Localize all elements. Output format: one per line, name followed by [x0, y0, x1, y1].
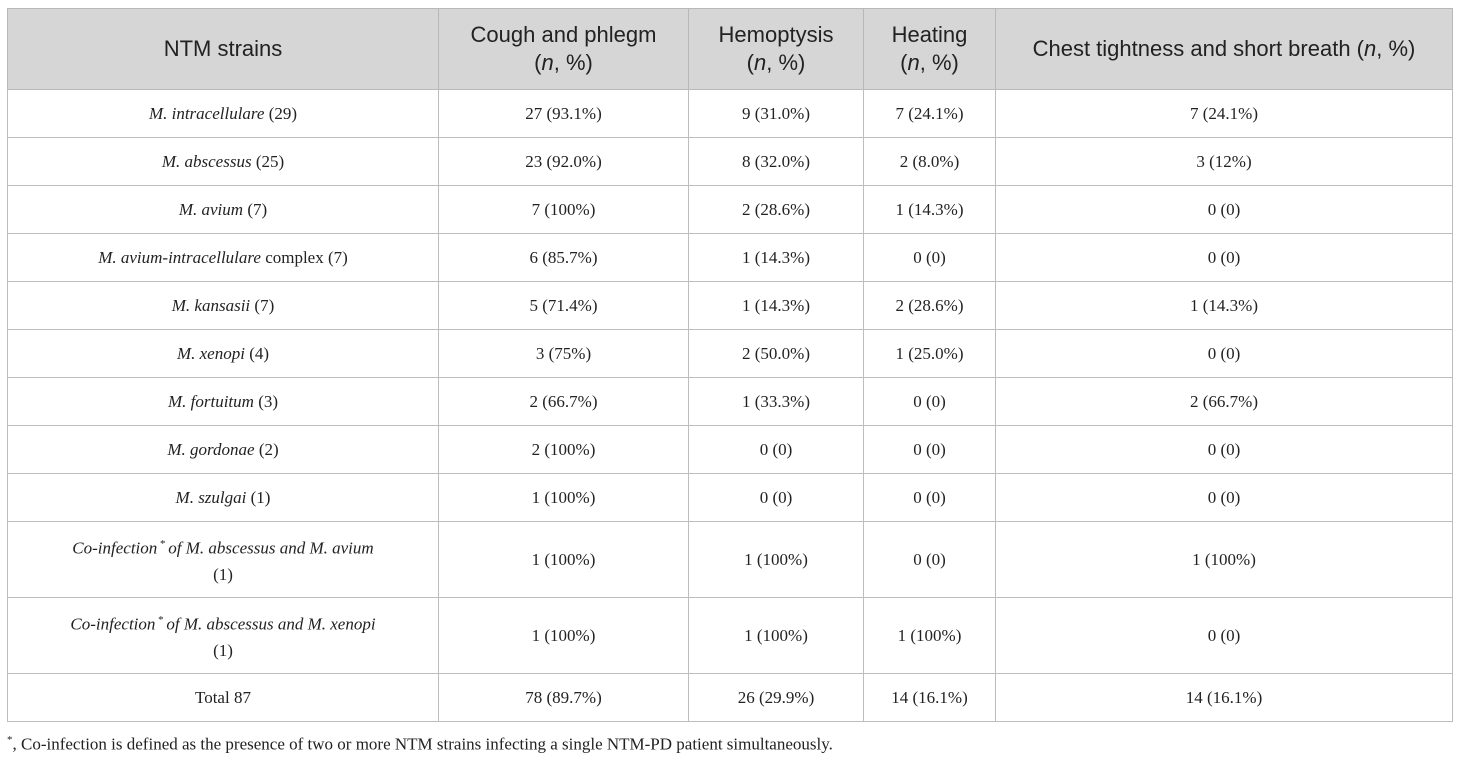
strain-cell: M. intracellulare (29) — [8, 90, 439, 138]
header-chest-tightness: Chest tightness and short breath (n, %) — [996, 9, 1453, 90]
table-row — [8, 138, 1453, 186]
cough-cell: 2 (100%) — [439, 426, 689, 474]
cough-cell: 78 (89.7%) — [439, 674, 689, 722]
header-heating: Heating (n, %) — [864, 9, 996, 90]
footnote-text: , Co-infection is defined as the presence of two or more NTM strains infecting a single NTM-PD patient simultaneously. — [12, 734, 833, 754]
hemoptysis-cell: 1 (100%) — [689, 522, 864, 598]
strain-cell: Co-infection * of M. abscessus and M. xenopi (1) — [8, 598, 439, 674]
hemoptysis-cell: 9 (31.0%) — [689, 90, 864, 138]
cough-cell: 5 (71.4%) — [439, 282, 689, 330]
cough-cell: 7 (100%) — [439, 186, 689, 234]
strain-cell: M. kansasii (7) — [8, 282, 439, 330]
chest-cell: 0 (0) — [996, 330, 1453, 378]
heating-cell: 2 (8.0%) — [864, 138, 996, 186]
strain-cell: M. szulgai (1) — [8, 474, 439, 522]
chest-cell: 7 (24.1%) — [996, 90, 1453, 138]
strain-cell: M. fortuitum (3) — [8, 378, 439, 426]
heating-cell: 0 (0) — [864, 378, 996, 426]
table-row — [8, 598, 1453, 674]
hemoptysis-cell: 0 (0) — [689, 426, 864, 474]
table-row — [8, 90, 1453, 138]
table-row — [8, 522, 1453, 598]
strain-cell: M. avium (7) — [8, 186, 439, 234]
heating-cell: 0 (0) — [864, 522, 996, 598]
chest-cell: 0 (0) — [996, 426, 1453, 474]
table-footnote — [7, 734, 833, 755]
table-row — [8, 186, 1453, 234]
total-row — [8, 674, 1453, 722]
hemoptysis-cell: 0 (0) — [689, 474, 864, 522]
hemoptysis-cell: 26 (29.9%) — [689, 674, 864, 722]
table-row — [8, 474, 1453, 522]
footnote-marker: * — [157, 537, 169, 550]
hemoptysis-cell: 1 (33.3%) — [689, 378, 864, 426]
strain-cell: Total 87 — [8, 674, 439, 722]
heating-cell: 0 (0) — [864, 426, 996, 474]
table-row — [8, 234, 1453, 282]
hemoptysis-cell: 1 (14.3%) — [689, 282, 864, 330]
chest-cell: 3 (12%) — [996, 138, 1453, 186]
header-cough-phlegm: Cough and phlegm (n, %) — [439, 9, 689, 90]
hemoptysis-cell: 8 (32.0%) — [689, 138, 864, 186]
hemoptysis-cell: 1 (14.3%) — [689, 234, 864, 282]
cough-cell: 1 (100%) — [439, 598, 689, 674]
header-ntm-strains: NTM strains — [8, 9, 439, 90]
heating-cell: 14 (16.1%) — [864, 674, 996, 722]
cough-cell: 1 (100%) — [439, 474, 689, 522]
header-row — [8, 9, 1453, 90]
heating-cell: 2 (28.6%) — [864, 282, 996, 330]
strain-cell: M. xenopi (4) — [8, 330, 439, 378]
header-hemoptysis: Hemoptysis (n, %) — [689, 9, 864, 90]
cough-cell: 27 (93.1%) — [439, 90, 689, 138]
cough-cell: 23 (92.0%) — [439, 138, 689, 186]
table-row — [8, 378, 1453, 426]
table-row — [8, 282, 1453, 330]
chest-cell: 0 (0) — [996, 598, 1453, 674]
cough-cell: 6 (85.7%) — [439, 234, 689, 282]
cough-cell: 2 (66.7%) — [439, 378, 689, 426]
table-row — [8, 426, 1453, 474]
cough-cell: 1 (100%) — [439, 522, 689, 598]
chest-cell: 0 (0) — [996, 186, 1453, 234]
footnote-marker: * — [155, 613, 167, 626]
heating-cell: 1 (14.3%) — [864, 186, 996, 234]
strain-cell: Co-infection * of M. abscessus and M. avium (1) — [8, 522, 439, 598]
chest-cell: 1 (14.3%) — [996, 282, 1453, 330]
hemoptysis-cell: 2 (50.0%) — [689, 330, 864, 378]
footnote-marker: * — [7, 734, 13, 746]
heating-cell: 0 (0) — [864, 234, 996, 282]
chest-cell: 1 (100%) — [996, 522, 1453, 598]
chest-cell: 14 (16.1%) — [996, 674, 1453, 722]
hemoptysis-cell: 1 (100%) — [689, 598, 864, 674]
chest-cell: 0 (0) — [996, 234, 1453, 282]
heating-cell: 0 (0) — [864, 474, 996, 522]
strain-cell: M. avium-intracellulare complex (7) — [8, 234, 439, 282]
hemoptysis-cell: 2 (28.6%) — [689, 186, 864, 234]
heating-cell: 7 (24.1%) — [864, 90, 996, 138]
chest-cell: 2 (66.7%) — [996, 378, 1453, 426]
table-row — [8, 330, 1453, 378]
strain-cell: M. gordonae (2) — [8, 426, 439, 474]
chest-cell: 0 (0) — [996, 474, 1453, 522]
heating-cell: 1 (100%) — [864, 598, 996, 674]
cough-cell: 3 (75%) — [439, 330, 689, 378]
symptoms-table — [7, 8, 1453, 722]
heating-cell: 1 (25.0%) — [864, 330, 996, 378]
strain-cell: M. abscessus (25) — [8, 138, 439, 186]
